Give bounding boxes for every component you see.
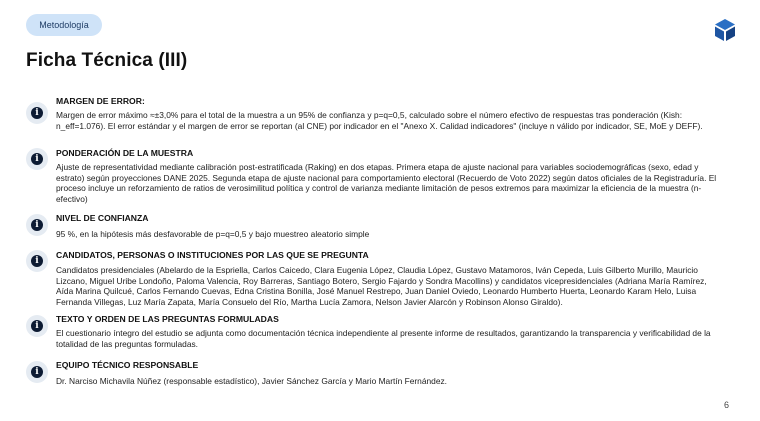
info-icon: i [26,315,48,337]
section-heading: TEXTO Y ORDEN DE LAS PREGUNTAS FORMULADAS [56,314,279,324]
page-number: 6 [724,400,730,410]
section-heading: NIVEL DE CONFIANZA [56,213,149,223]
section-heading: EQUIPO TÉCNICO RESPONSABLE [56,360,199,370]
info-icon: i [26,148,48,170]
section-body: Margen de error máximo ≈±3,0% para el total de la muestra a un 95% de confianza y p=q=0,5, calculado sobre el número efectivo de respuestas tras ponderación (Kish: n_eff=1.076). El error estándar y el margen de error se reportan (al CNE) por indicador en el "Anexo X. Calidad indicadores" (incluye n válido por indicador, SE, MoE y DEFF). [56,110,703,131]
section-heading: CANDIDATOS, PERSONAS O INSTITUCIONES POR LAS QUE SE PREGUNTA [56,250,369,260]
info-icon: i [26,250,48,272]
section-body: 95 %, en la hipótesis más desfavorable de p=q=0,5 y bajo muestreo aleatorio simple [56,229,370,239]
section-body: Ajuste de representatividad mediante calibración post-estratificada (Raking) en dos etapas. Primera etapa de ajuste nacional para variables sociodemográficas (sexo, edad y estrato) según proyecciones DANE 2025. Segunda etapa de ajuste nacional para comportamiento electoral (Recuerdo de Voto 2022) según datos oficiales de la Registraduría. El proceso incluye un reforzamiento de ratios de verosimilitud política y control de varianza mediante limitación de pesos extremos para maximizar la eficiencia de la muestra (n-efectivo) [56,162,717,204]
page-title: Ficha Técnica (III) [26,50,188,71]
section-heading: MARGEN DE ERROR: [56,96,145,106]
info-icon: i [26,361,48,383]
cube-icon [714,18,736,42]
section-body: Dr. Narciso Michavila Núñez (responsable estadístico), Javier Sánchez García y Mario Martín Fernández. [56,376,447,386]
section-body: Candidatos presidenciales (Abelardo de la Espriella, Carlos Caicedo, Clara Eugenia López, Claudia López, Gustavo Matamoros, Iván Cepeda, Luis Gilberto Murillo, Mauricio Lizcano, Miguel Uribe Londoño, Paloma Valencia, Roy Barreras, Santiago Botero, Sergio Fajardo y Sondra Macollins) y candidatos vicepresidenciales (Adriana María Ramírez, Aída Marina Quilcué, Carlos Fernando Cuevas, Edna Cristina Bonilla, José Manuel Restrepo, Juan Daniel Oviedo, Leonardo Humberto Huerta, Leonardo Karam Helo, Luisa Fernanda Villegas, Luz María Zapata, María Consuelo del Río, Martha Lucía Zamora, Nelson Javier Alarcón y Robinson Alonso Giraldo). [56,265,707,307]
section-tag: Metodología [26,14,102,36]
info-icon: i [26,214,48,236]
info-icon: i [26,102,48,124]
section-body: El cuestionario íntegro del estudio se adjunta como documentación técnica independiente al presente informe de resultados, garantizando la transparencia y verificabilidad de la totalidad de las preguntas formuladas. [56,328,711,349]
section-heading: PONDERACIÓN DE LA MUESTRA [56,148,194,158]
